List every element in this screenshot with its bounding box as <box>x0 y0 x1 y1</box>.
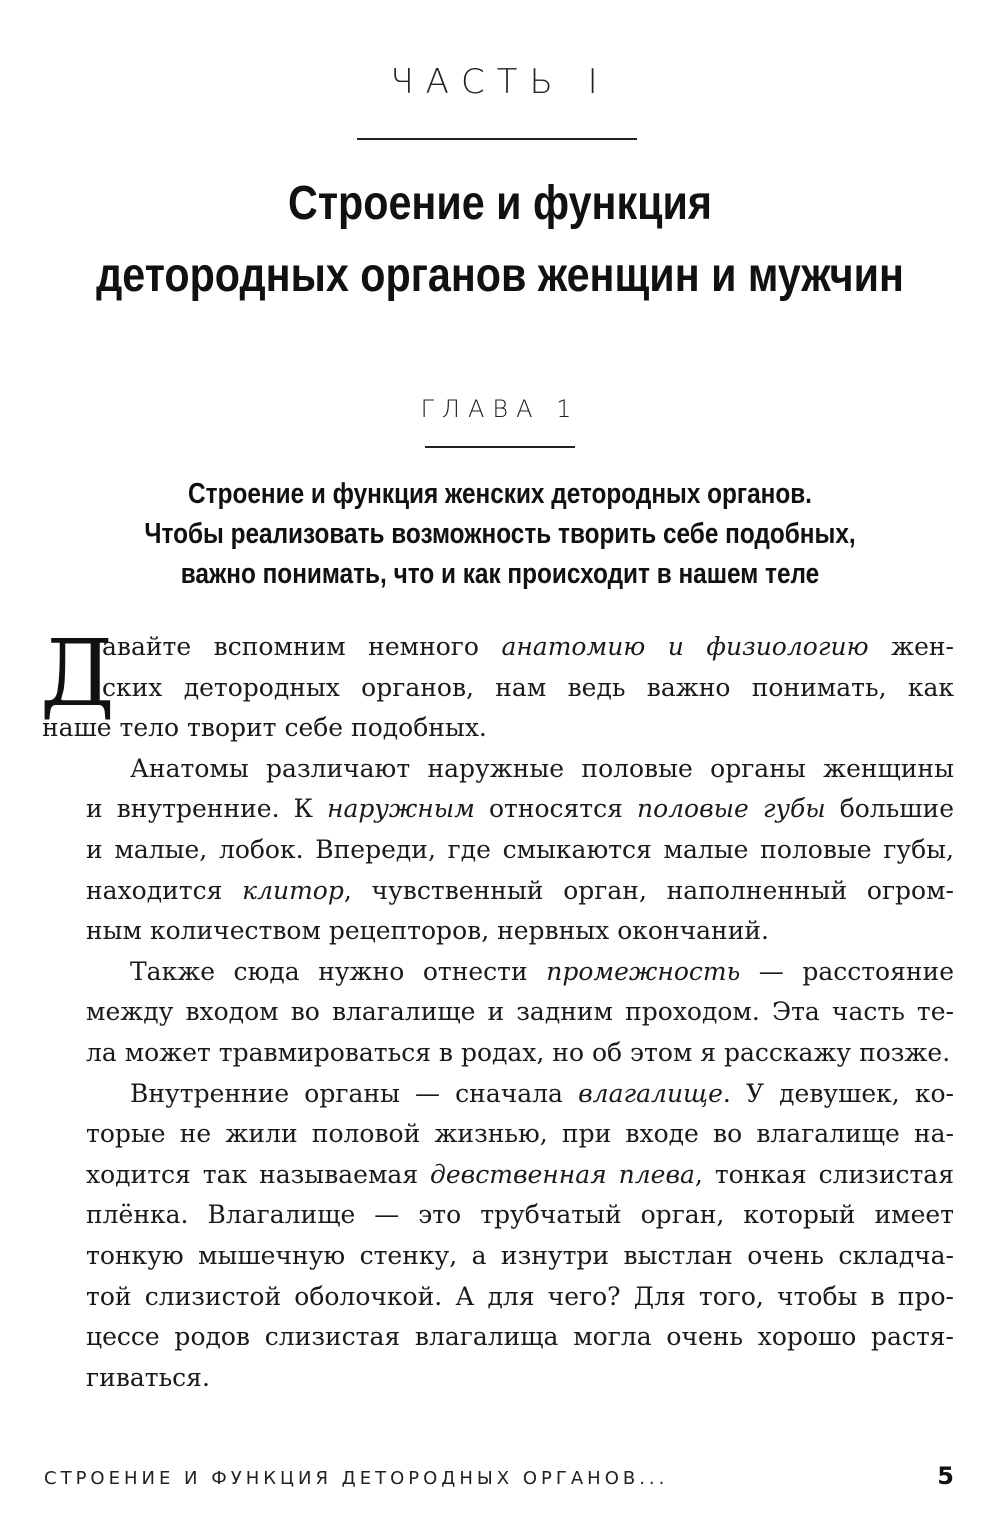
body-text <box>40 620 954 1398</box>
emphasized-term: девственная плева <box>430 1159 695 1189</box>
text-line: ходится так называемая девственная плева, тонкая слизистая <box>86 1159 954 1189</box>
text-line: Внутренние органы — сначала влагалище. У девушек, ко- <box>130 1078 954 1108</box>
emphasized-term: наружным <box>327 794 475 824</box>
chapter-title-line: важно понимать, что и как происходит в нашем теле <box>180 558 820 590</box>
emphasized-term: половые губы <box>636 794 826 824</box>
text-line: цессе родов слизистая влагалища могла очень хорошо растя- <box>86 1322 954 1352</box>
text-line: гиваться. <box>86 1362 210 1392</box>
emphasized-term: промежность <box>546 956 741 986</box>
text-line: находится клитор, чувственный орган, наполненный огром- <box>86 875 954 905</box>
text-line: тонкую мышечную стенку, а изнутри выстлан очень складча- <box>86 1240 954 1270</box>
chapter-title-line: Строение и функция женских детородных органов. <box>188 478 812 510</box>
text-line: ным количеством рецепторов, нервных окончаний. <box>86 916 769 946</box>
part-title-line: Строение и функция <box>288 177 712 230</box>
text-line: ских детородных органов, нам ведь важно понимать, как <box>102 672 954 702</box>
part-label: ЧАСТЬ I <box>390 62 610 102</box>
text-line: той слизистой оболочкой. А для чего? Для того, чтобы в про- <box>86 1281 954 1311</box>
chapter-title <box>80 474 920 594</box>
running-footer: СТРОЕНИЕ И ФУНКЦИЯ ДЕТОРОДНЫХ ОРГАНОВ... <box>44 1468 669 1489</box>
emphasized-term: анатомию и физиологию <box>501 632 869 661</box>
emphasized-term: клитор <box>242 875 344 905</box>
chapter-title-line: Чтобы реализовать возможность творить себе подобных, <box>144 518 856 550</box>
text-line: плёнка. Влагалище — это трубчатый орган, который имеет <box>86 1200 954 1230</box>
part-divider <box>357 138 637 140</box>
part-title <box>70 168 930 312</box>
text-line: и малые, лобок. Впереди, где смыкаются малые половые губы, <box>86 834 954 864</box>
paragraph <box>42 1074 954 1399</box>
paragraph <box>42 749 954 952</box>
drop-cap: Д <box>40 620 115 727</box>
paragraph <box>40 620 954 749</box>
text-line: Анатомы различают наружные половые органы женщины <box>130 753 954 783</box>
text-line: торые не жили половой жизнью, при входе во влагалище на- <box>86 1119 954 1149</box>
text-line: Также сюда нужно отнести промежность — расстояние <box>130 956 954 986</box>
text-line: и внутренние. К наружным относятся половые губы большие <box>86 794 954 824</box>
paragraph <box>42 952 954 1074</box>
emphasized-term: влагалище <box>578 1078 723 1108</box>
chapter-divider <box>425 446 575 448</box>
text-line: наше тело творит себе подобных. <box>42 713 487 743</box>
page-number: 5 <box>937 1462 954 1490</box>
text-line: ла может травмироваться в родах, но об этом я расскажу позже. <box>86 1037 951 1067</box>
text-line: авайте вспомним немного анатомию и физиологию жен- <box>102 632 954 661</box>
chapter-label: ГЛАВА 1 <box>420 395 580 423</box>
part-title-line: детородных органов женщин и мужчин <box>96 249 904 302</box>
text-line: между входом во влагалище и задним проходом. Эта часть те- <box>86 997 954 1027</box>
